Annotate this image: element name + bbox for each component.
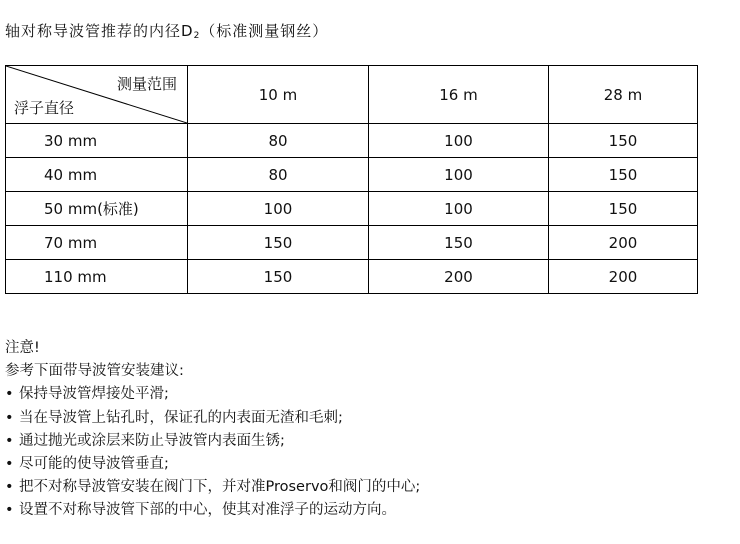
note-text: 尽可能的使导波管垂直; — [19, 456, 169, 473]
table-cell: 100 — [369, 192, 549, 226]
title-suffix: （标准测量钢丝） — [200, 22, 329, 40]
table-cell: 80 — [188, 158, 369, 192]
table-row — [6, 158, 698, 192]
bullet-icon: • — [5, 432, 14, 449]
row-label: 70 mm — [6, 226, 188, 260]
column-header: 10 m — [188, 66, 369, 124]
table-header-row — [6, 66, 698, 124]
page-title — [5, 20, 328, 41]
note-text: 设置不对称导波管下部的中心，使其对准浮子的运动方向。 — [19, 502, 396, 519]
table-row — [6, 124, 698, 158]
table-cell: 100 — [188, 192, 369, 226]
table-cell: 150 — [549, 124, 698, 158]
corner-label-float-diameter: 浮子直径 — [14, 99, 75, 117]
table-cell: 150 — [188, 260, 369, 294]
table-cell: 200 — [369, 260, 549, 294]
note-text: 当在导波管上钻孔时，保证孔的内表面无渣和毛刺; — [19, 409, 343, 426]
column-header: 16 m — [369, 66, 549, 124]
table-corner-cell — [6, 66, 188, 124]
table-row — [6, 192, 698, 226]
notes-intro: 参考下面带导波管安装建议: — [5, 363, 184, 380]
table-cell: 150 — [549, 192, 698, 226]
installation-notes — [5, 337, 420, 523]
table-row — [6, 260, 698, 294]
bullet-icon: • — [5, 502, 14, 519]
note-item — [5, 407, 420, 430]
bullet-icon: • — [5, 479, 14, 496]
row-label: 40 mm — [6, 158, 188, 192]
notes-heading: 注意! — [5, 340, 40, 356]
row-label: 30 mm — [6, 124, 188, 158]
table-row — [6, 226, 698, 260]
bullet-icon: • — [5, 386, 14, 403]
title-main: 轴对称导波管推荐的内径D — [5, 22, 194, 40]
note-item — [5, 476, 420, 499]
title-subscript: 2 — [193, 31, 201, 41]
table-cell: 200 — [549, 226, 698, 260]
corner-label-range: 测量范围 — [116, 75, 177, 93]
table-cell: 200 — [549, 260, 698, 294]
note-text: 通过抛光或涂层来防止导波管内表面生锈; — [19, 432, 285, 449]
table-cell: 100 — [369, 158, 549, 192]
note-item — [5, 499, 420, 522]
note-item — [5, 430, 420, 453]
note-text: 保持导波管焊接处平滑; — [19, 386, 169, 403]
table-cell: 150 — [369, 226, 549, 260]
table-cell: 100 — [369, 124, 549, 158]
bullet-icon: • — [5, 456, 14, 473]
note-text: 把不对称导波管安装在阀门下，并对准Proservo和阀门的中心; — [19, 479, 421, 496]
row-label: 50 mm(标准) — [6, 192, 188, 226]
row-label: 110 mm — [6, 260, 188, 294]
column-header: 28 m — [549, 66, 698, 124]
table-cell: 80 — [188, 124, 369, 158]
table-cell: 150 — [549, 158, 698, 192]
pipe-diameter-table — [5, 65, 698, 294]
note-item — [5, 453, 420, 476]
note-item — [5, 383, 420, 406]
table-cell: 150 — [188, 226, 369, 260]
bullet-icon: • — [5, 409, 14, 426]
